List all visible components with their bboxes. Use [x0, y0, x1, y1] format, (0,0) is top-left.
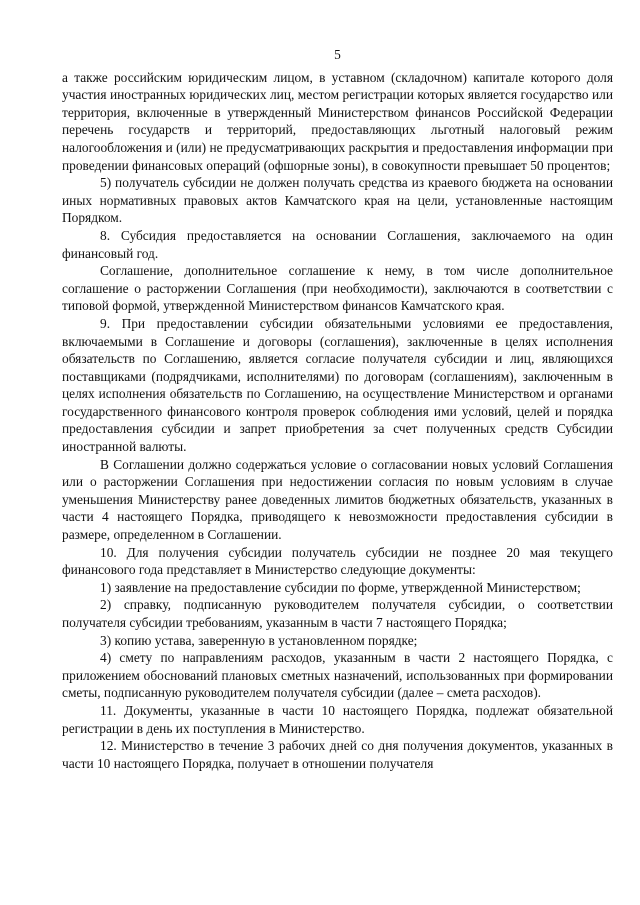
- paragraph-section-9: 9. При предоставлении субсидии обязательными условиями ее предоставления, включаемыми в Соглашение и договоры (соглашения), заключенные в целях исполнения обязательств по Соглашению, является согласие получателя субсидии и лиц, являющихся поставщиками (подрядчиками, исполнителями) по договорам (соглашениям), заключенным в целях исполнения обязательств по Соглашению, на осуществление Министерством и органами государственного финансового контроля проверок соблюдения ими условий, целей и порядка предоставления субсидии и запрет приобретения за счет полученных средств Субсидии иностранной валюты.: [62, 315, 613, 455]
- paragraph-section-11: 11. Документы, указанные в части 10 настоящего Порядка, подлежат обязательной регистрации в день их поступления в Министерство.: [62, 702, 613, 736]
- paragraph-doc-3: 3) копию устава, заверенную в установленном порядке;: [100, 632, 418, 648]
- page-number: 5: [334, 47, 341, 62]
- paragraph-doc-2: 2) справку, подписанную руководителем получателя субсидии, о соответствии получателя субсидии требованиям, указанным в части 7 настоящего Порядка;: [62, 597, 613, 630]
- paragraph-section-12: 12. Министерство в течение 3 рабочих дней со дня получения документов, указанных в части 10 настоящего Порядка, получает в отношении получателя: [62, 738, 613, 771]
- paragraph-doc-1: 1) заявление на предоставление субсидии по форме, утвержденной Министерством;: [100, 579, 581, 595]
- paragraph-doc-4: 4) смету по направлениям расходов, указанным в части 2 настоящего Порядка, с приложением обоснований плановых сметных назначений, использованных при формировании сметы, подписанную руководителем получателя субсидии (далее – смета расходов).: [62, 650, 613, 701]
- paragraph-item-5: 5) получатель субсидии не должен получать средства из краевого бюджета на основании иных нормативных правовых актов Камчатского края на цели, установленные настоящим Порядком.: [62, 175, 613, 226]
- document-body: [62, 69, 613, 773]
- paragraph-continuation: а также российским юридическим лицом, в уставном (складочном) капитале которого доля участия иностранных юридических лиц, местом регистрации которых является государство или территория, включенные в утвержденный Министерством финансов Российской Федерации перечень государств и территорий, предоставляющих льготный налоговый режим налогообложения и (или) не предусматривающих раскрытия и предоставления информации при проведении финансовых операций (офшорные зоны), в совокупности превышает 50 процентов;: [62, 69, 613, 173]
- paragraph-agreement-conditions: В Соглашении должно содержаться условие о согласовании новых условий Соглашения или о расторжении Соглашения при недостижении согласия по новым условиям в случае уменьшения Министерству ранее доведенных лимитов бюджетных обязательств, указанных в части 4 настоящего Порядка, приводящего к невозможности предоставления субсидии в размере, определенном в Соглашении.: [62, 456, 613, 543]
- paragraph-agreement-form: Соглашение, дополнительное соглашение к нему, в том числе дополнительное соглашение о расторжении Соглашения (при необходимости), заключаются в соответствии с типовой формой, утвержденной Министерством финансов Камчатского края.: [62, 263, 613, 314]
- paragraph-section-8: 8. Субсидия предоставляется на основании Соглашения, заключаемого на один финансовый год.: [62, 227, 613, 261]
- paragraph-section-10: 10. Для получения субсидии получатель субсидии не позднее 20 мая текущего финансового года представляет в Министерство следующие документы:: [62, 544, 613, 578]
